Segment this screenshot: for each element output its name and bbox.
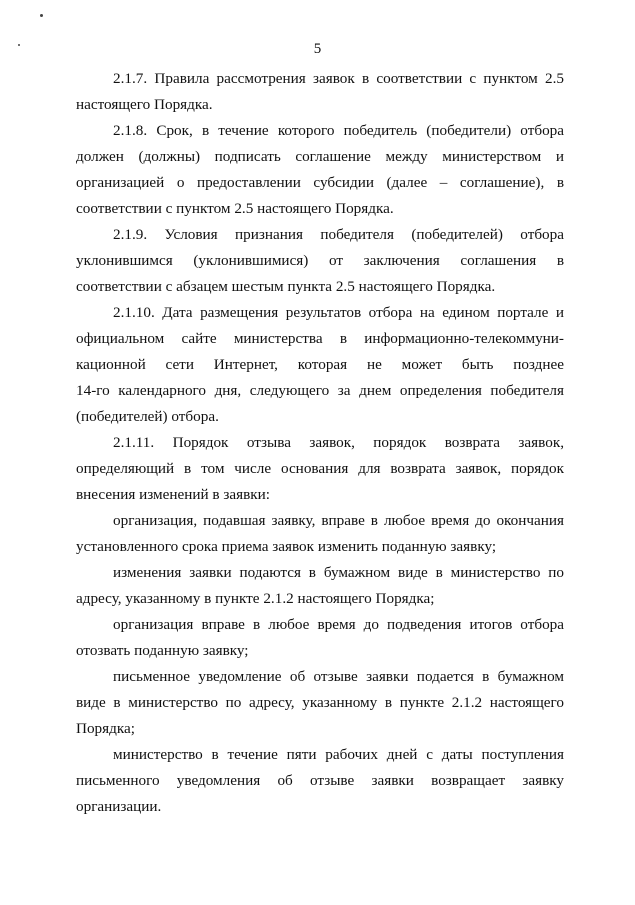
text-line: 2.1.7. Правила рассмотрения заявок в соответствии с пунктом 2.5 [113,70,564,87]
text-line: 2.1.10. Дата размещения результатов отбора на едином портале и [113,304,564,321]
text-line: должен (должны) подписать соглашение между министерством и [76,148,564,165]
text-line: отозвать поданную заявку; [76,642,249,659]
text-line: 14-го календарного дня, следующего за днем определения победителя [76,382,564,399]
paragraph-p_sub4 [76,664,564,742]
paragraph-p_sub1 [76,508,564,560]
text-line: кационной сети Интернет, которая не может быть позднее [76,356,564,373]
paragraph-p_sub2 [76,560,564,612]
document-body [76,66,564,820]
text-line: (победителей) отбора. [76,408,219,425]
text-line: 2.1.11. Порядок отзыва заявок, порядок возврата заявок, [113,434,564,451]
text-line: изменения заявки подаются в бумажном виде в министерство по [113,564,564,581]
text-line: Порядка; [76,720,135,737]
text-line: соответствии с пунктом 2.5 настоящего Порядка. [76,200,394,217]
text-line: организацией о предоставлении субсидии (далее – соглашение), в [76,174,564,191]
text-line: организация вправе в любое время до подведения итогов отбора [113,616,564,633]
text-line: адресу, указанному в пункте 2.1.2 настоящего Порядка; [76,590,435,607]
text-line: определяющий в том числе основания для возврата заявок, порядок [76,460,564,477]
text-line: письменное уведомление об отзыве заявки подается в бумажном [113,668,564,685]
paragraph-p2111 [76,430,564,508]
text-line: внесения изменений в заявки: [76,486,271,503]
text-line: министерство в течение пяти рабочих дней с даты поступления [113,746,564,763]
paragraph-p219 [76,222,564,300]
text-line: официальном сайте министерства в информационно-телекоммуни- [76,330,564,347]
text-line: организация, подавшая заявку, вправе в любое время до окончания [113,512,564,529]
text-line: виде в министерство по адресу, указанному в пункте 2.1.2 настоящего [76,694,564,711]
text-line: уклонившимся (уклонившимися) от заключения соглашения в [76,252,564,269]
text-line: письменного уведомления об отзыве заявки возвращает заявку [76,772,564,789]
paragraph-p_sub3 [76,612,564,664]
page-number: 5 [313,41,322,57]
paragraph-p218 [76,118,564,222]
scan-speck [40,14,43,17]
paragraph-p217 [76,66,564,118]
paragraph-p_sub5 [76,742,564,820]
text-line: установленного срока приема заявок изменить поданную заявку; [76,538,497,555]
text-line: организации. [76,798,162,815]
text-line: соответствии с абзацем шестым пункта 2.5 настоящего Порядка. [76,278,496,295]
text-line: 2.1.8. Срок, в течение которого победитель (победители) отбора [113,122,564,139]
paragraph-p2110 [76,300,564,430]
text-line: настоящего Порядка. [76,96,213,113]
text-line: 2.1.9. Условия признания победителя (победителей) отбора [113,226,564,243]
